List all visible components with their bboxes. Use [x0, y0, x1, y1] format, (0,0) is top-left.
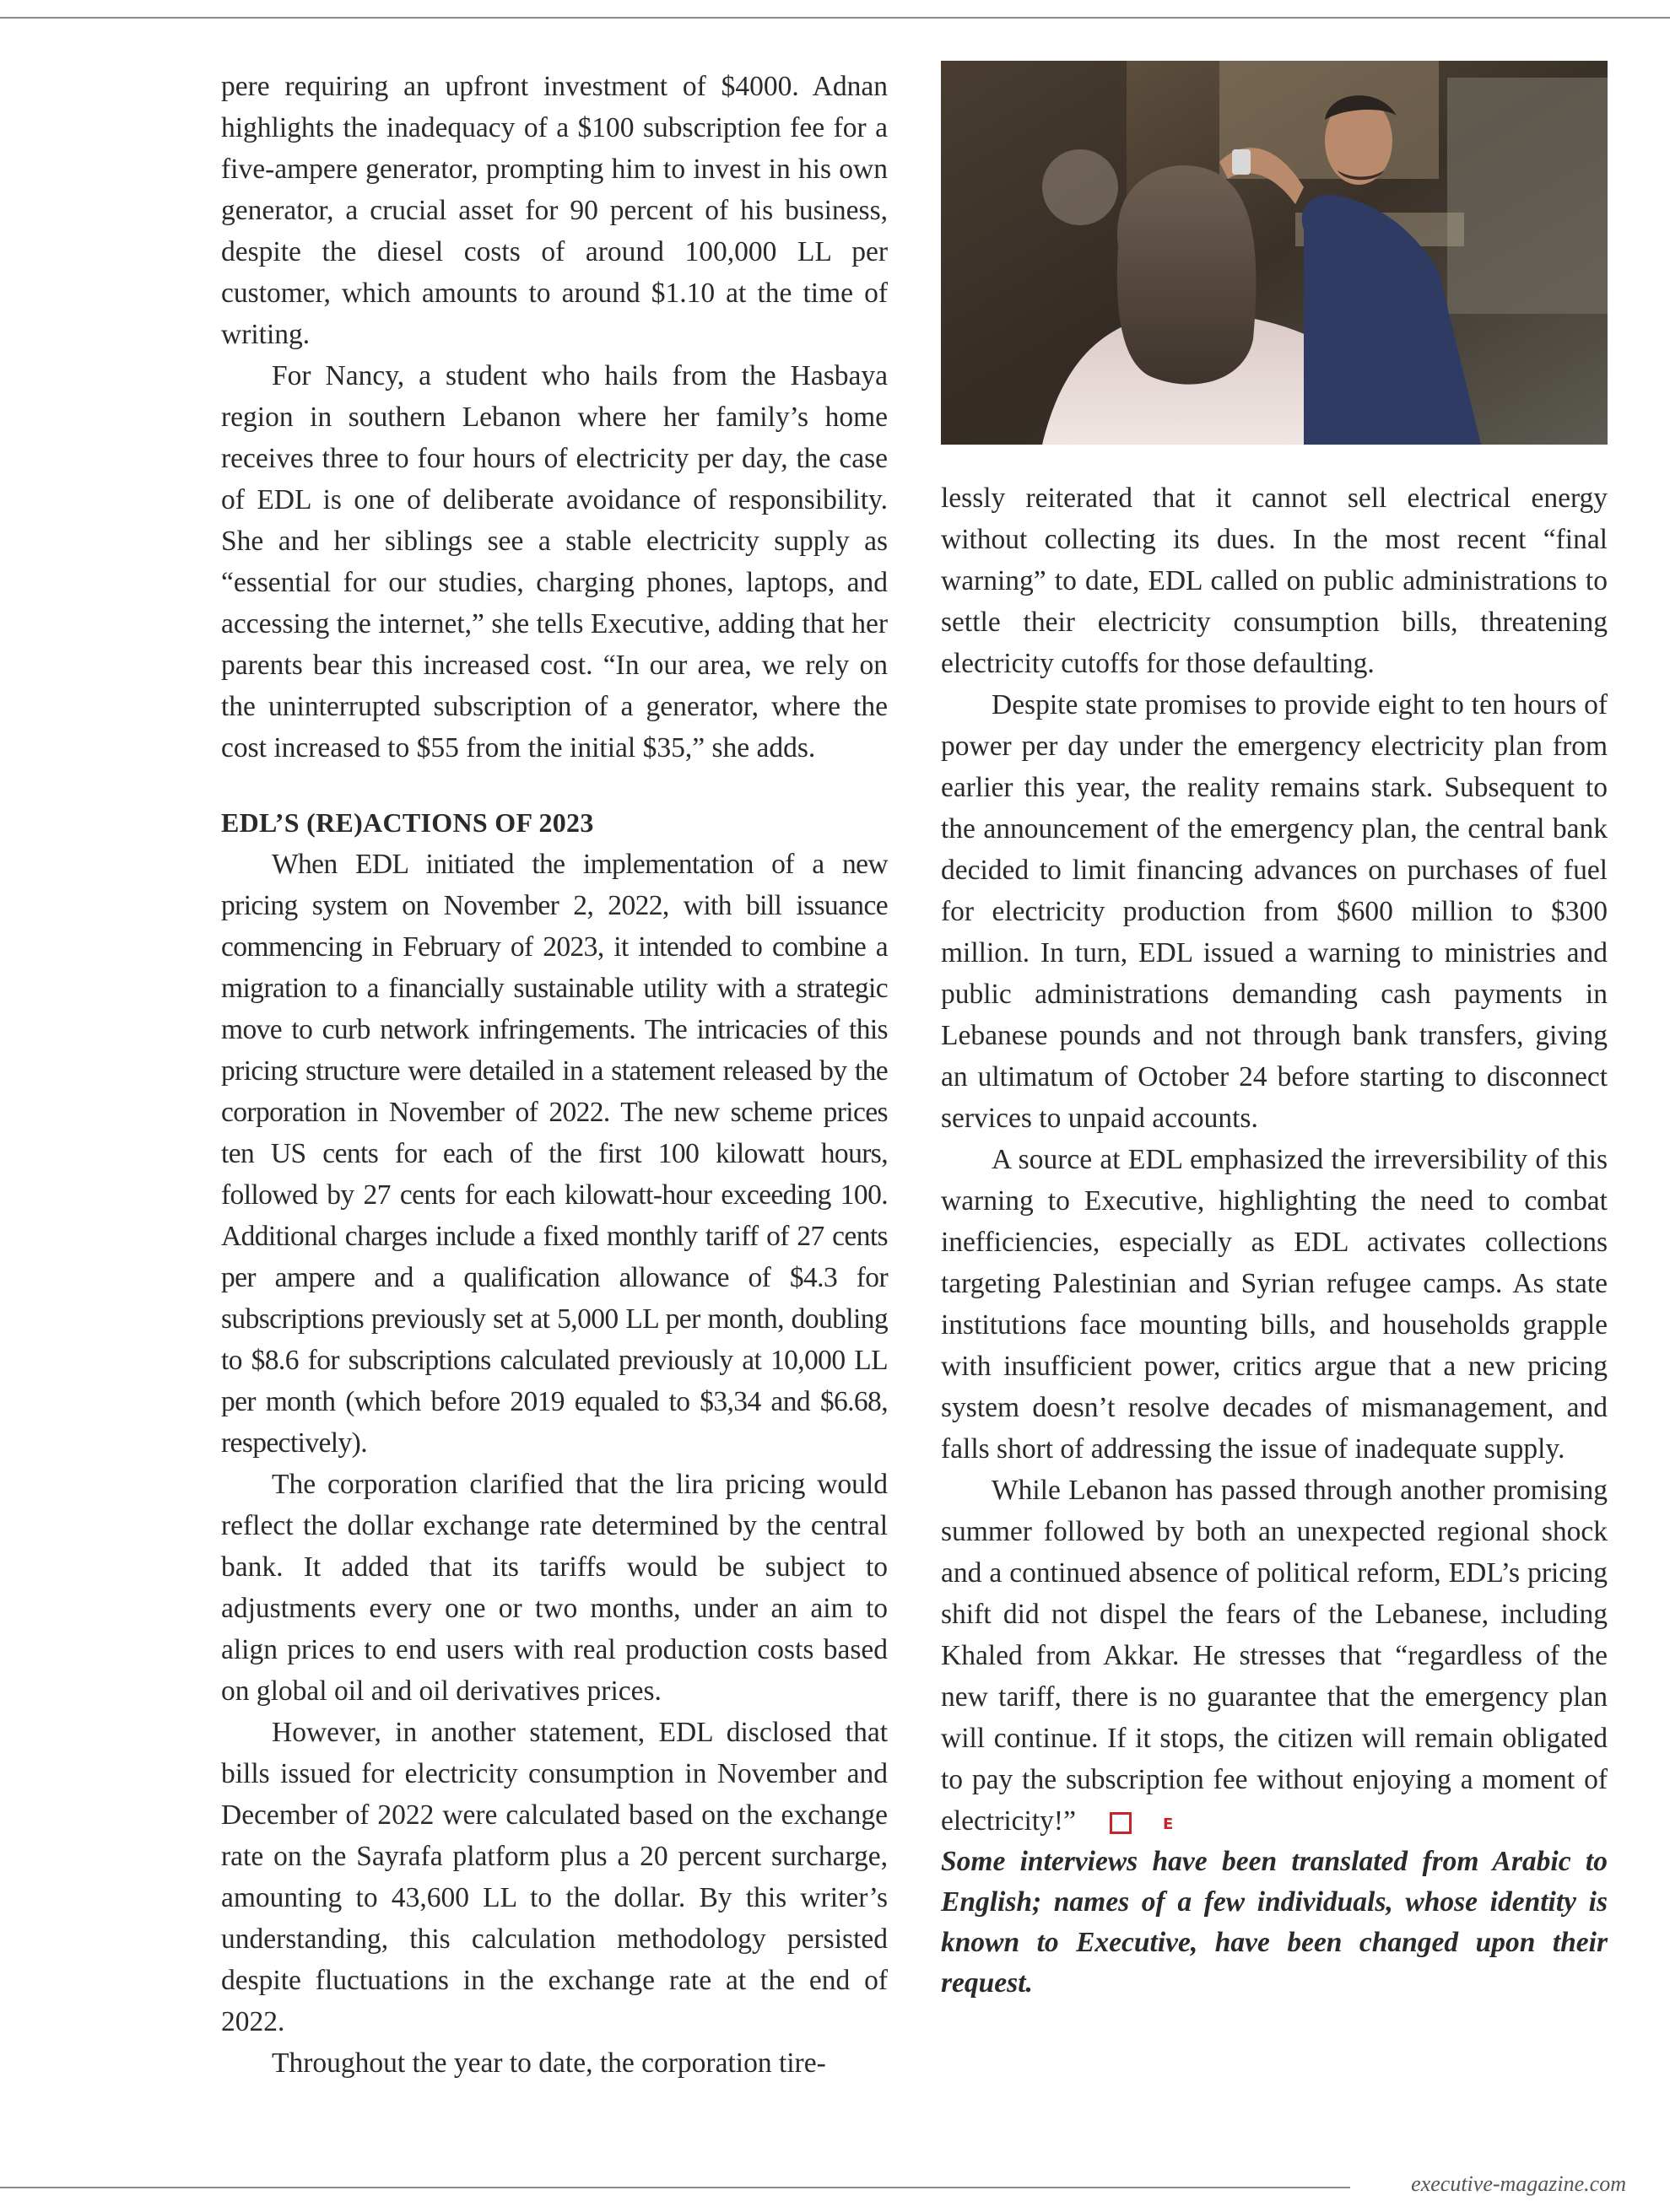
- paragraph: The corporation clarified that the lira pricing would reflect the dollar exchange rate determined by the central bank. It added that its tariffs would be subject to adjustments every one or two months, under an aim to align prices to end users with real production costs based on global oil and oil derivatives prices.: [221, 1469, 888, 1707]
- barber-photo: [941, 61, 1608, 445]
- paragraph: Despite state promises to provide eight to ten hours of power per day under the emergency electricity plan from earlier this year, the reality remains stark. Subsequent to the announcement of the emergency plan, the central bank decided to limit financing advances on purchases of fuel for electricity production from $600 million to $300 million. In turn, EDL issued a warning to ministries and public administrations demanding cash payments in Lebanese pounds and not through bank transfers, giving an ultimatum of October 24 before starting to disconnect services to unpaid accounts.: [941, 689, 1608, 1134]
- section-heading: EDL’S (RE)ACTIONS OF 2023: [221, 807, 594, 838]
- left-column: [221, 66, 888, 2084]
- top-rule: [0, 17, 1670, 19]
- paragraph: lessly reiterated that it cannot sell electrical energy without collecting its dues. In the most recent “final warning” to date, EDL called on public administrations to settle their electricity consumption bills, threatening electricity cutoffs for those defaulting.: [941, 483, 1608, 679]
- bottom-rule: [0, 2187, 1350, 2188]
- right-column: [941, 477, 1608, 2004]
- paragraph: However, in another statement, EDL disclosed that bills issued for electricity consumption in November and December of 2022 were calculated based on the exchange rate on the Sayrafa platform plus a 20 percent surcharge, amounting to 43,600 LL to the dollar. By this writer’s understanding, this calculation methodology persisted despite fluctuations in the exchange rate at the end of 2022.: [221, 1717, 888, 2037]
- paragraph: [941, 1470, 1608, 1842]
- paragraph: pere requiring an upfront investment of $4000. Adnan highlights the inadequacy of a $100 subscription fee for a five-ampere generator, prompting him to invest in his own generator, a crucial asset for 90 percent of his business, despite the diesel costs of around 100,000 LL per customer, which amounts to around $1.10 at the time of writing.: [221, 71, 888, 350]
- paragraph: When EDL initiated the implementation of a new pricing system on November 2, 2022, with bill issuance commencing in February of 2023, it intended to combine a migration to a financially sustainable utility with a strategic move to curb network infringements. The intricacies of this pricing structure were detailed in a statement released by the corporation in November of 2022. The new scheme prices ten US cents for each of the first 100 kilowatt hours, followed by 27 cents for each kilowatt-hour exceeding 100. Additional charges include a fixed monthly tariff of 27 cents per ampere and a qualification allowance of $4.3 for subscriptions previously set at 5,000 LL per month, doubling to $8.6 for subscriptions calculated previously at 10,000 LL per month (which before 2019 equaled to $3,34 and $6.68, respectively).: [221, 849, 888, 1459]
- paragraph-text: While Lebanon has passed through another promising summer followed by both an unexpected regional shock and a continued absence of political reform, EDL’s pricing shift did not dispel the fears of the Lebanese, including Khaled from Akkar. He stresses that “regardless of the new tariff, there is no guarantee that the emergency plan will continue. If it stops, the citizen will remain obligated to pay the subscription fee without enjoying a moment of electricity!”: [941, 1475, 1608, 1837]
- paragraph: Throughout the year to date, the corporation tire-: [272, 2047, 826, 2079]
- footer-url: executive-magazine.com: [1411, 2172, 1626, 2196]
- paragraph: For Nancy, a student who hails from the Hasbaya region in southern Lebanon where her family’s home receives three to four hours of electricity per day, the case of EDL is one of deliberate avoidance of responsibility. She and her siblings see a stable electricity supply as “essential for our studies, charging phones, laptops, and accessing the internet,” she tells Executive, adding that her parents bear this increased cost. “In our area, we rely on the uninterrupted subscription of a generator, where the cost increased to $55 from the initial $35,” she adds.: [221, 360, 888, 763]
- barber-photo-icon: [941, 61, 1608, 445]
- end-mark-icon: E: [1110, 1812, 1132, 1834]
- translation-note: Some interviews have been translated from Arabic to English; names of a few individuals, whose identity is known to Executive, have been changed upon their request.: [941, 1846, 1608, 1999]
- paragraph: A source at EDL emphasized the irreversibility of this warning to Executive, highlighting the need to combat inefficiencies, especially as EDL activates collections targeting Palestinian and Syrian refugee camps. As state institutions face mounting bills, and households grapple with insufficient power, critics argue that a new pricing system doesn’t resolve decades of mismanagement, and falls short of addressing the issue of inadequate supply.: [941, 1144, 1608, 1465]
